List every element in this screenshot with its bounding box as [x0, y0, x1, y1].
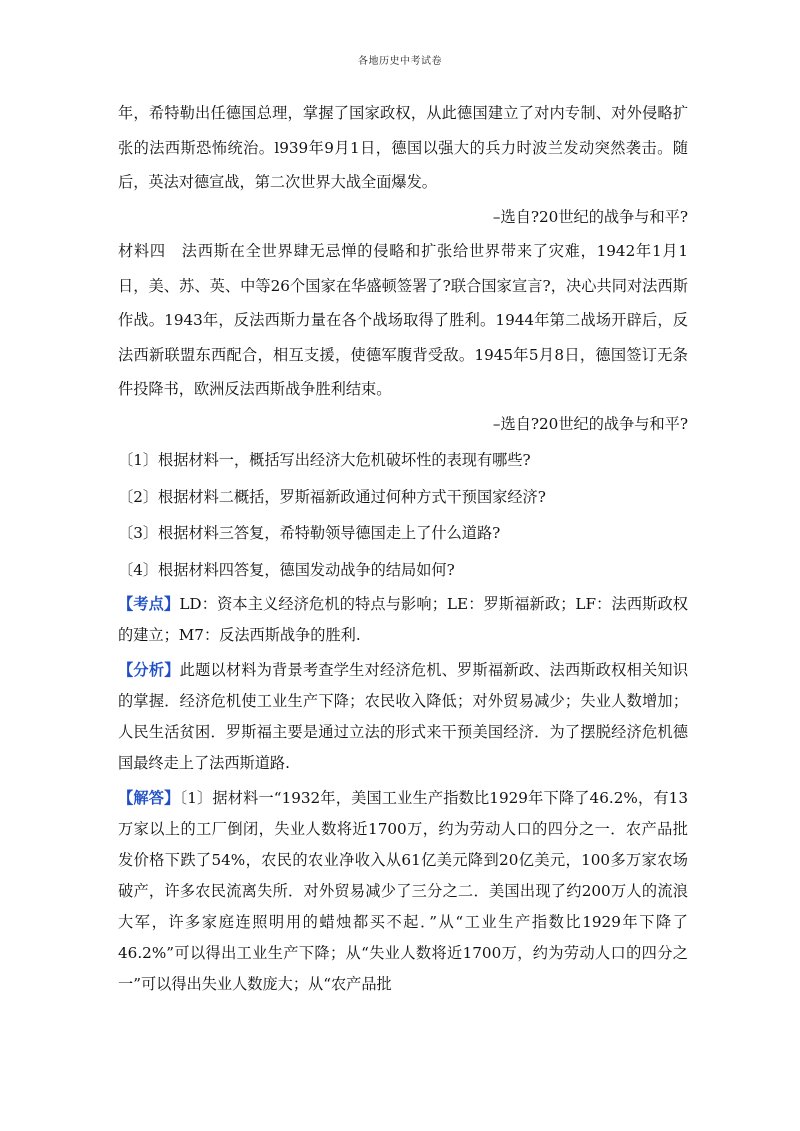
fenxi-tag: 【分析】	[118, 661, 180, 679]
jieda-section	[118, 783, 688, 1000]
jieda-text: 〔1〕据材料一“1932年，美国工业生产指数比1929年下降了46.2%，有13万家以上的工厂倒闭，失业人数将近1700万，约为劳动人口的四分之一．农产品批发价格下跌了54%，农民的农业净收入从61亿美元降到20亿美元，100多万家农场破产，许多农民流离失所．对外贸易减少了三分之二．美国出现了约200万人的流浪大军，许多家庭连照明用的蜡烛都买不起．”从“工业生产指数比1929年下降了46.2%”可以得出工业生产下降；从“失业人数将近1700万，约为劳动人口的四分之一”可以得出失业人数庞大；从“农产品批	[118, 789, 689, 993]
question-3: 〔3〕根据材料三答复，希特勒领导德国走上了什么道路?	[118, 524, 501, 542]
source-citation: –选自?20世纪的战争与和平?	[492, 207, 688, 226]
question-4: 〔4〕根据材料四答复，德国发动战争的结局如何?	[118, 560, 455, 579]
source-citation: –选自?20世纪的战争与和平?	[492, 414, 688, 433]
kaodian-text: LD：资本主义经济危机的特点与影响；LE：罗斯福新政；LF：法西斯政权的建立；M7：反法西斯战争的胜利.	[118, 595, 688, 644]
fenxi-section	[118, 655, 688, 779]
jieda-tag: 【解答】	[118, 789, 180, 807]
material-four: 材料四 法西斯在全世界肆无忌惮的侵略和扩张给世界带来了灾难，1942年1月1日，美、苏、英、中等26个国家在华盛顿签署了?联合国家宣言?，决心共同对法西斯作战。1943年，反法西斯力量在各个战场取得了胜利。1944年第二战场开辟后，反法西新联盟东西配合，相互支援，使德军腹背受敌。1945年5月8日，德国签订无条件投降书，欧洲反法西斯战争胜利结束。	[118, 242, 688, 398]
page-header: 各地历史中考试卷	[358, 56, 442, 67]
document-body	[118, 96, 688, 1000]
material-three-continuation: 年，希特勒出任德国总理，掌握了国家政权，从此德国建立了对内专制、对外侵略扩张的法西斯恐怖统治。l939年9月1日，德国以强大的兵力时波兰发动突然袭击。随后，英法对德宣战，第二次世界大战全面爆发。	[118, 104, 688, 191]
kaodian-section	[118, 589, 688, 651]
question-2: 〔2〕根据材料二概括，罗斯福新政通过何种方式干预国家经济?	[118, 487, 546, 506]
question-1: 〔1〕根据材料一，概括写出经济大危机破坏性的表现有哪些?	[118, 451, 531, 469]
kaodian-tag: 【考点】	[118, 595, 180, 613]
fenxi-text: 此题以材料为背景考查学生对经济危机、罗斯福新政、法西斯政权相关知识的掌握．经济危机使工业生产下降；农民收入降低；对外贸易减少；失业人数增加；人民生活贫困．罗斯福主要是通过立法的形式来干预美国经济．为了摆脱经济危机德国最终走上了法西斯道路.	[118, 661, 689, 772]
